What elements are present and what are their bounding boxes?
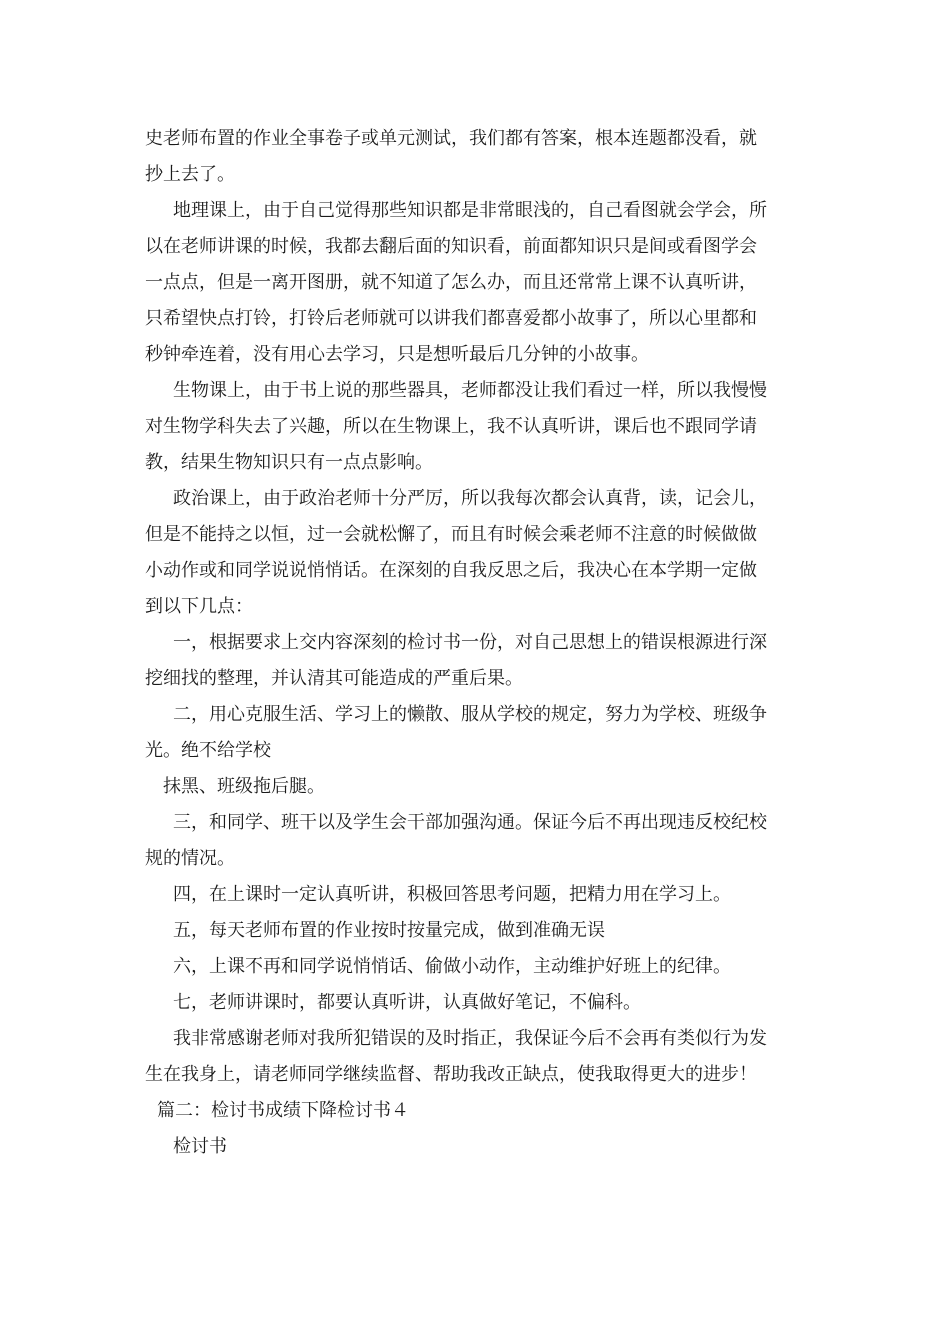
- text-line: 挖细找的整理，并认清其可能造成的严重后果。: [145, 668, 523, 689]
- text-line: 四，在上课时一定认真听讲，积极回答思考问题，把精力用在学习上。: [173, 884, 731, 905]
- text-line: 七，老师讲课时，都要认真听讲，认真做好笔记，不偏科。: [173, 992, 641, 1013]
- text-line: 规的情况。: [145, 848, 235, 869]
- text-line: 六，上课不再和同学说悄悄话、偷做小动作，主动维护好班上的纪律。: [173, 956, 731, 977]
- text-line: 我非常感谢老师对我所犯错误的及时指正，我保证今后不会再有类似行为发: [173, 1028, 767, 1049]
- text-line: 只希望快点打铃，打铃后老师就可以讲我们都喜爱都小故事了，所以心里都和: [145, 308, 757, 329]
- text-line: 到以下几点：: [145, 596, 253, 617]
- text-line: 抹黑、班级拖后腿。: [163, 776, 325, 797]
- text-line: 小动作或和同学说说悄悄话。在深刻的自我反思之后，我决心在本学期一定做: [145, 560, 757, 581]
- text-line: 但是不能持之以恒，过一会就松懈了，而且有时候会乘老师不注意的时候做做: [145, 524, 757, 545]
- text-line: 五，每天老师布置的作业按时按量完成，做到准确无误: [173, 920, 605, 941]
- document-body: [145, 121, 815, 1165]
- text-line: 秒钟牵连着，没有用心去学习，只是想听最后几分钟的小故事。: [145, 344, 649, 365]
- text-line: 三，和同学、班干以及学生会干部加强沟通。保证今后不再出现违反校纪校: [173, 812, 767, 833]
- text-line: 政治课上，由于政治老师十分严厉，所以我每次都会认真背，读，记会儿，: [173, 488, 767, 509]
- section-heading: 篇二：检讨书成绩下降检讨书４: [157, 1100, 409, 1121]
- text-line: 生物课上，由于书上说的那些器具，老师都没让我们看过一样，所以我慢慢: [173, 380, 767, 401]
- text-line: 地理课上，由于自己觉得那些知识都是非常眼浅的，自己看图就会学会，所: [173, 200, 767, 221]
- text-line: 以在老师讲课的时候，我都去翻后面的知识看，前面都知识只是间或看图学会: [145, 236, 757, 257]
- text-line: 史老师布置的作业全事卷子或单元测试，我们都有答案，根本连题都没看，就: [145, 128, 757, 149]
- text-line: 对生物学科失去了兴趣，所以在生物课上，我不认真听讲，课后也不跟同学请: [145, 416, 757, 437]
- text-line: 教，结果生物知识只有一点点影响。: [145, 452, 433, 473]
- text-line: 抄上去了。: [145, 164, 235, 185]
- text-line: 二，用心克服生活、学习上的懒散、服从学校的规定，努力为学校、班级争: [173, 704, 767, 725]
- section-subheading: 检讨书: [173, 1136, 227, 1157]
- text-line: 一点点，但是一离开图册，就不知道了怎么办，而且还常常上课不认真听讲，: [145, 272, 757, 293]
- text-line: 一，根据要求上交内容深刻的检讨书一份，对自己思想上的错误根源进行深: [173, 632, 767, 653]
- text-line: 光。绝不给学校: [145, 740, 271, 761]
- text-line: 生在我身上，请老师同学继续监督、帮助我改正缺点，使我取得更大的进步！: [145, 1064, 757, 1085]
